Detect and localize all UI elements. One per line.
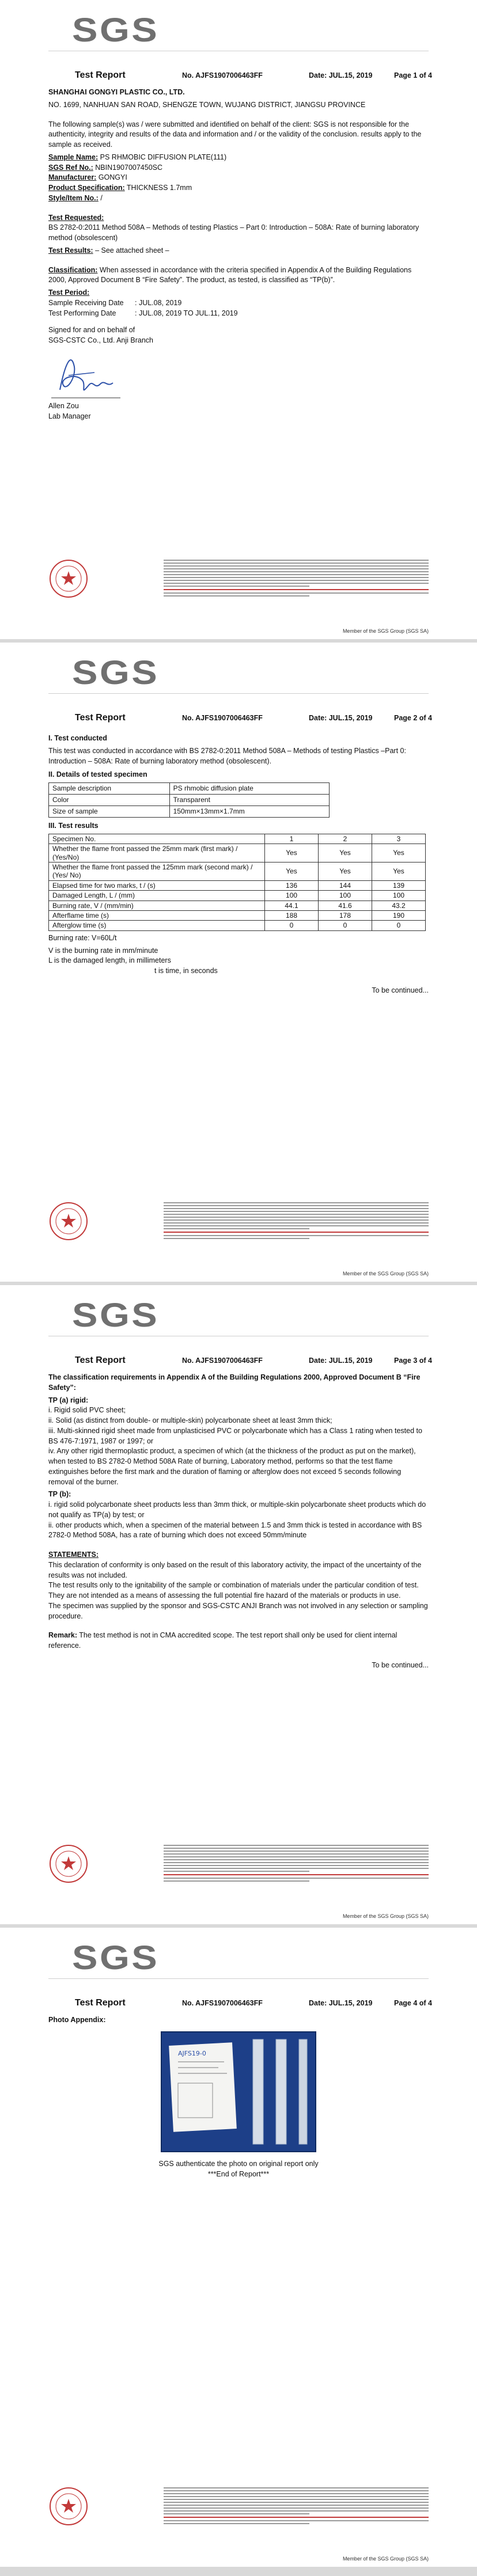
table-cell: 150mm×13mm×1.7mm <box>169 806 329 818</box>
note-t: t is time, in seconds <box>154 967 218 975</box>
tpa-item: iii. Multi-skinned rigid sheet made from unplasticised PVC or polycarbonate which has a Class 1 rating when tested to BS 476-7:1971, 1987 or 1997; or <box>48 1426 422 1445</box>
signed-line-2: SGS-CSTC Co., Ltd. Anji Branch <box>48 336 154 344</box>
handwritten-signature <box>48 349 129 401</box>
photo-appendix-title: Photo Appendix: <box>48 2016 106 2024</box>
report-header <box>48 1354 432 1367</box>
statement-item: The test results only to the ignitability of the sample or combination of materials under the particular condition of test. They are not intended as a means of assessing the full potential fire hazard of the materials or products in use. <box>48 1581 419 1599</box>
table-cell: 190 <box>372 910 426 920</box>
table-cell: PS rhmobic diffusion plate <box>169 783 329 795</box>
logo-divider <box>48 1978 429 1979</box>
logo-divider <box>48 693 429 694</box>
member-line: Member of the SGS Group (SGS SA) <box>342 1271 429 1276</box>
sgs-ref-label: SGS Ref No.: <box>48 163 93 172</box>
end-of-report: ***End of Report*** <box>207 2170 270 2178</box>
page-number: Page 1 of 4 <box>394 71 432 79</box>
table-row <box>49 921 426 930</box>
report-header <box>48 712 432 725</box>
table-cell: 1 <box>265 834 319 844</box>
report-date: Date: JUL.15, 2019 <box>309 1357 373 1365</box>
tpa-item: iv. Any other rigid thermoplastic product, a specimen of which (at the thickness of the product as put on the market), when tested to BS 2782-0 Method 508A Rate of burning, Laboratory method, performs so that the test flame extinguishes before the first mark and the duration of flaming or afterglow does not exceed 5 seconds following removal of the burner. <box>48 1447 416 1486</box>
photo-label-text: AJFS19-0 <box>178 2049 206 2057</box>
table-cell: 3 <box>372 834 426 844</box>
member-line: Member of the SGS Group (SGS SA) <box>342 2556 429 2562</box>
client-name: SHANGHAI GONGYI PLASTIC CO., LTD. <box>48 88 185 96</box>
intro-text: The following sample(s) was / were submitted and identified on behalf of the client: SGS is not responsible for the authenticity, integrity and results of the data and information and / or the validity of the conclusion. results apply to the sample as received. <box>48 120 422 149</box>
test-requested-label: Test Requested: <box>48 213 104 222</box>
burning-rate-formula: Burning rate: V=60L/t <box>48 933 117 942</box>
photo-caption: SGS authenticate the photo on original report only <box>158 2159 319 2168</box>
remark-label: Remark: <box>48 1631 78 1640</box>
specimen-table <box>48 782 330 818</box>
page-2-content <box>48 730 429 998</box>
table-cell: 43.2 <box>372 901 426 910</box>
table-cell: 100 <box>372 891 426 901</box>
table-cell: Yes <box>319 844 372 863</box>
page-4-content <box>48 2015 429 2182</box>
table-cell: Color <box>49 795 170 806</box>
sample-name-label: Sample Name: <box>48 153 99 161</box>
table-cell: Afterflame time (s) <box>49 910 265 920</box>
report-date: Date: JUL.15, 2019 <box>309 71 373 79</box>
report-number: No. AJFS1907006463FF <box>182 714 263 722</box>
test-period-label: Test Period: <box>48 288 90 297</box>
table-cell: 144 <box>319 880 372 890</box>
table-cell: Elapsed time for two marks, t / (s) <box>49 880 265 890</box>
style-value: / <box>100 193 103 202</box>
statement-item: The specimen was supplied by the sponsor and SGS-CSTC ANJI Branch was not involved in any selection or sampling procedure. <box>48 1601 428 1620</box>
performing-date-row <box>48 309 429 319</box>
legal-fine-print <box>164 560 429 598</box>
signed-line-1: Signed for and on behalf of <box>48 326 135 335</box>
performing-date: : JUL.08, 2019 TO JUL.11, 2019 <box>135 309 238 317</box>
report-page-3 <box>0 1285 477 1924</box>
report-header <box>48 1997 432 2010</box>
table-cell: Yes <box>319 863 372 881</box>
product-spec: THICKNESS 1.7mm <box>126 184 192 192</box>
note-l: L is the damaged length, in millimeters <box>48 956 171 965</box>
report-page-1 <box>0 0 477 639</box>
report-title: Test Report <box>75 1355 126 1365</box>
table-row <box>49 806 330 818</box>
manufacturer: GONGYI <box>98 173 127 182</box>
sgs-logo: SGS <box>72 654 160 692</box>
report-title: Test Report <box>75 1998 126 2008</box>
table-cell: Sample description <box>49 783 170 795</box>
member-line: Member of the SGS Group (SGS SA) <box>342 628 429 634</box>
sgs-stamp-icon <box>48 558 89 599</box>
statements-title: STATEMENTS: <box>48 1551 99 1559</box>
legal-fine-print <box>164 2487 429 2526</box>
table-row <box>49 795 330 806</box>
report-number: No. AJFS1907006463FF <box>182 71 263 79</box>
table-cell: 100 <box>265 891 319 901</box>
report-page-4 <box>0 1928 477 2567</box>
product-spec-label: Product Specification: <box>48 184 125 192</box>
legal-fine-print <box>164 1202 429 1241</box>
tpa-item: i. Rigid solid PVC sheet; <box>48 1406 126 1415</box>
to-be-continued: To be continued... <box>372 1661 429 1669</box>
tpb-item: ii. other products which, when a specimen of the material between 1.5 and 3mm thick is tested in accordance with BS 2782-0 Method 508A, has a rate of burning which does not exceed 50mm/minute <box>48 1521 422 1540</box>
classification-title: The classification requirements in Appendix A of the Building Regulations 2000, Approved Document B “Fire Safety”: <box>48 1373 421 1392</box>
page-number: Page 2 of 4 <box>394 714 432 722</box>
sgs-logo: SGS <box>72 12 160 49</box>
table-cell: 44.1 <box>265 901 319 910</box>
table-cell: Size of sample <box>49 806 170 818</box>
table-row <box>49 891 426 901</box>
tpb-item: i. rigid solid polycarbonate sheet products less than 3mm thick, or multiple-skin polycarbonate sheet products which do not qualify as TP(a) by test; or <box>48 1500 426 1519</box>
table-row <box>49 910 426 920</box>
performing-date-label: Test Performing Date <box>48 309 116 317</box>
tpa-title: TP (a) rigid: <box>48 1396 89 1404</box>
report-number: No. AJFS1907006463FF <box>182 1357 263 1365</box>
note-v: V is the burning rate in mm/minute <box>48 946 158 955</box>
table-cell: Whether the flame front passed the 125mm mark (second mark) / (Yes/ No) <box>49 863 265 881</box>
receiving-date-row <box>48 298 429 309</box>
to-be-continued: To be continued... <box>372 986 429 994</box>
table-row <box>49 863 426 881</box>
results-table <box>48 834 426 931</box>
table-cell: 100 <box>319 891 372 901</box>
member-line: Member of the SGS Group (SGS SA) <box>342 1913 429 1919</box>
table-cell: 139 <box>372 880 426 890</box>
sgs-stamp-icon <box>48 1844 89 1884</box>
sgs-logo: SGS <box>72 1939 160 1977</box>
statement-item: This declaration of conformity is only based on the result of this laboratory activity, the impact of the uncertainty of the results was not included. <box>48 1560 422 1579</box>
receiving-date-label: Sample Receiving Date <box>48 298 124 307</box>
page-1-content <box>48 88 429 421</box>
table-cell: 2 <box>319 834 372 844</box>
table-row <box>49 901 426 910</box>
tpb-title: TP (b): <box>48 1490 71 1499</box>
table-cell: 136 <box>265 880 319 890</box>
report-number: No. AJFS1907006463FF <box>182 1999 263 2007</box>
sgs-stamp-icon <box>48 1201 89 1241</box>
table-cell: 41.6 <box>319 901 372 910</box>
test-requested: BS 2782-0:2011 Method 508A – Methods of testing Plastics – Part 0: Introduction – 508A: Rate of burning laboratory method (obsolescent) <box>48 223 419 242</box>
remark-text: The test method is not in CMA accredited scope. The test report shall only be used for client internal reference. <box>48 1631 398 1650</box>
table-cell: 0 <box>319 921 372 930</box>
section-specimen-details: II. Details of tested specimen <box>48 770 147 779</box>
table-cell: Specimen No. <box>49 834 265 844</box>
table-cell: 0 <box>372 921 426 930</box>
classification-label: Classification: <box>48 265 98 274</box>
table-cell: 188 <box>265 910 319 920</box>
table-row <box>49 834 426 844</box>
report-title: Test Report <box>75 713 126 723</box>
table-row <box>49 844 426 863</box>
table-cell: Yes <box>372 844 426 863</box>
table-cell: Yes <box>265 863 319 881</box>
sgs-ref: NBIN1907007450SC <box>95 163 163 172</box>
table-row <box>49 783 330 795</box>
section-test-conducted: I. Test conducted <box>48 734 107 742</box>
table-cell: Transparent <box>169 795 329 806</box>
client-address: NO. 1699, NANHUAN SAN ROAD, SHENGZE TOWN, WUJANG DISTRICT, JIANGSU PROVINCE <box>48 100 366 109</box>
signer-title: Lab Manager <box>48 412 91 420</box>
classification-text: When assessed in accordance with the criteria specified in Appendix A of the Building Regulations 2000, Approved Document B “Fire Safety”. The product, as tested, is classified as “TP(b)”. <box>48 265 412 284</box>
manufacturer-label: Manufacturer: <box>48 173 97 182</box>
report-page-2 <box>0 643 477 1282</box>
sgs-stamp-icon <box>48 2486 89 2526</box>
table-cell: Afterglow time (s) <box>49 921 265 930</box>
report-date: Date: JUL.15, 2019 <box>309 1999 373 2007</box>
sample-name: PS RHMOBIC DIFFUSION PLATE(111) <box>100 153 227 161</box>
table-cell: 0 <box>265 921 319 930</box>
table-row <box>49 880 426 890</box>
test-results-label: Test Results: <box>48 246 93 254</box>
report-title: Test Report <box>75 70 126 80</box>
table-cell: Yes <box>372 863 426 881</box>
test-conducted-text: This test was conducted in accordance with BS 2782-0:2011 Method 508A – Methods of testing Plastics –Part 0: Introduction – 508A: Rate of burning laboratory method (obsolescent). <box>48 746 406 765</box>
tpa-item: ii. Solid (as distinct from double- or multiple-skin) polycarbonate sheet at least 3mm thick; <box>48 1416 332 1424</box>
style-label: Style/Item No.: <box>48 193 99 202</box>
table-cell: 178 <box>319 910 372 920</box>
table-cell: Yes <box>265 844 319 863</box>
report-date: Date: JUL.15, 2019 <box>309 714 373 722</box>
table-cell: Damaged Length, L / (mm) <box>49 891 265 901</box>
signer-name: Allen Zou <box>48 401 79 410</box>
section-test-results: III. Test results <box>48 822 99 830</box>
legal-fine-print <box>164 1845 429 1883</box>
sample-photo <box>161 2031 316 2152</box>
test-results: – See attached sheet – <box>95 246 169 254</box>
page-number: Page 3 of 4 <box>394 1357 432 1365</box>
page-number: Page 4 of 4 <box>394 1999 432 2007</box>
sgs-logo: SGS <box>72 1297 160 1334</box>
report-header <box>48 69 432 82</box>
receiving-date: : JUL.08, 2019 <box>135 298 182 307</box>
page-3-content <box>48 1373 429 1673</box>
table-cell: Burning rate, V / (mm/min) <box>49 901 265 910</box>
table-cell: Whether the flame front passed the 25mm mark (first mark) / (Yes/No) <box>49 844 265 863</box>
